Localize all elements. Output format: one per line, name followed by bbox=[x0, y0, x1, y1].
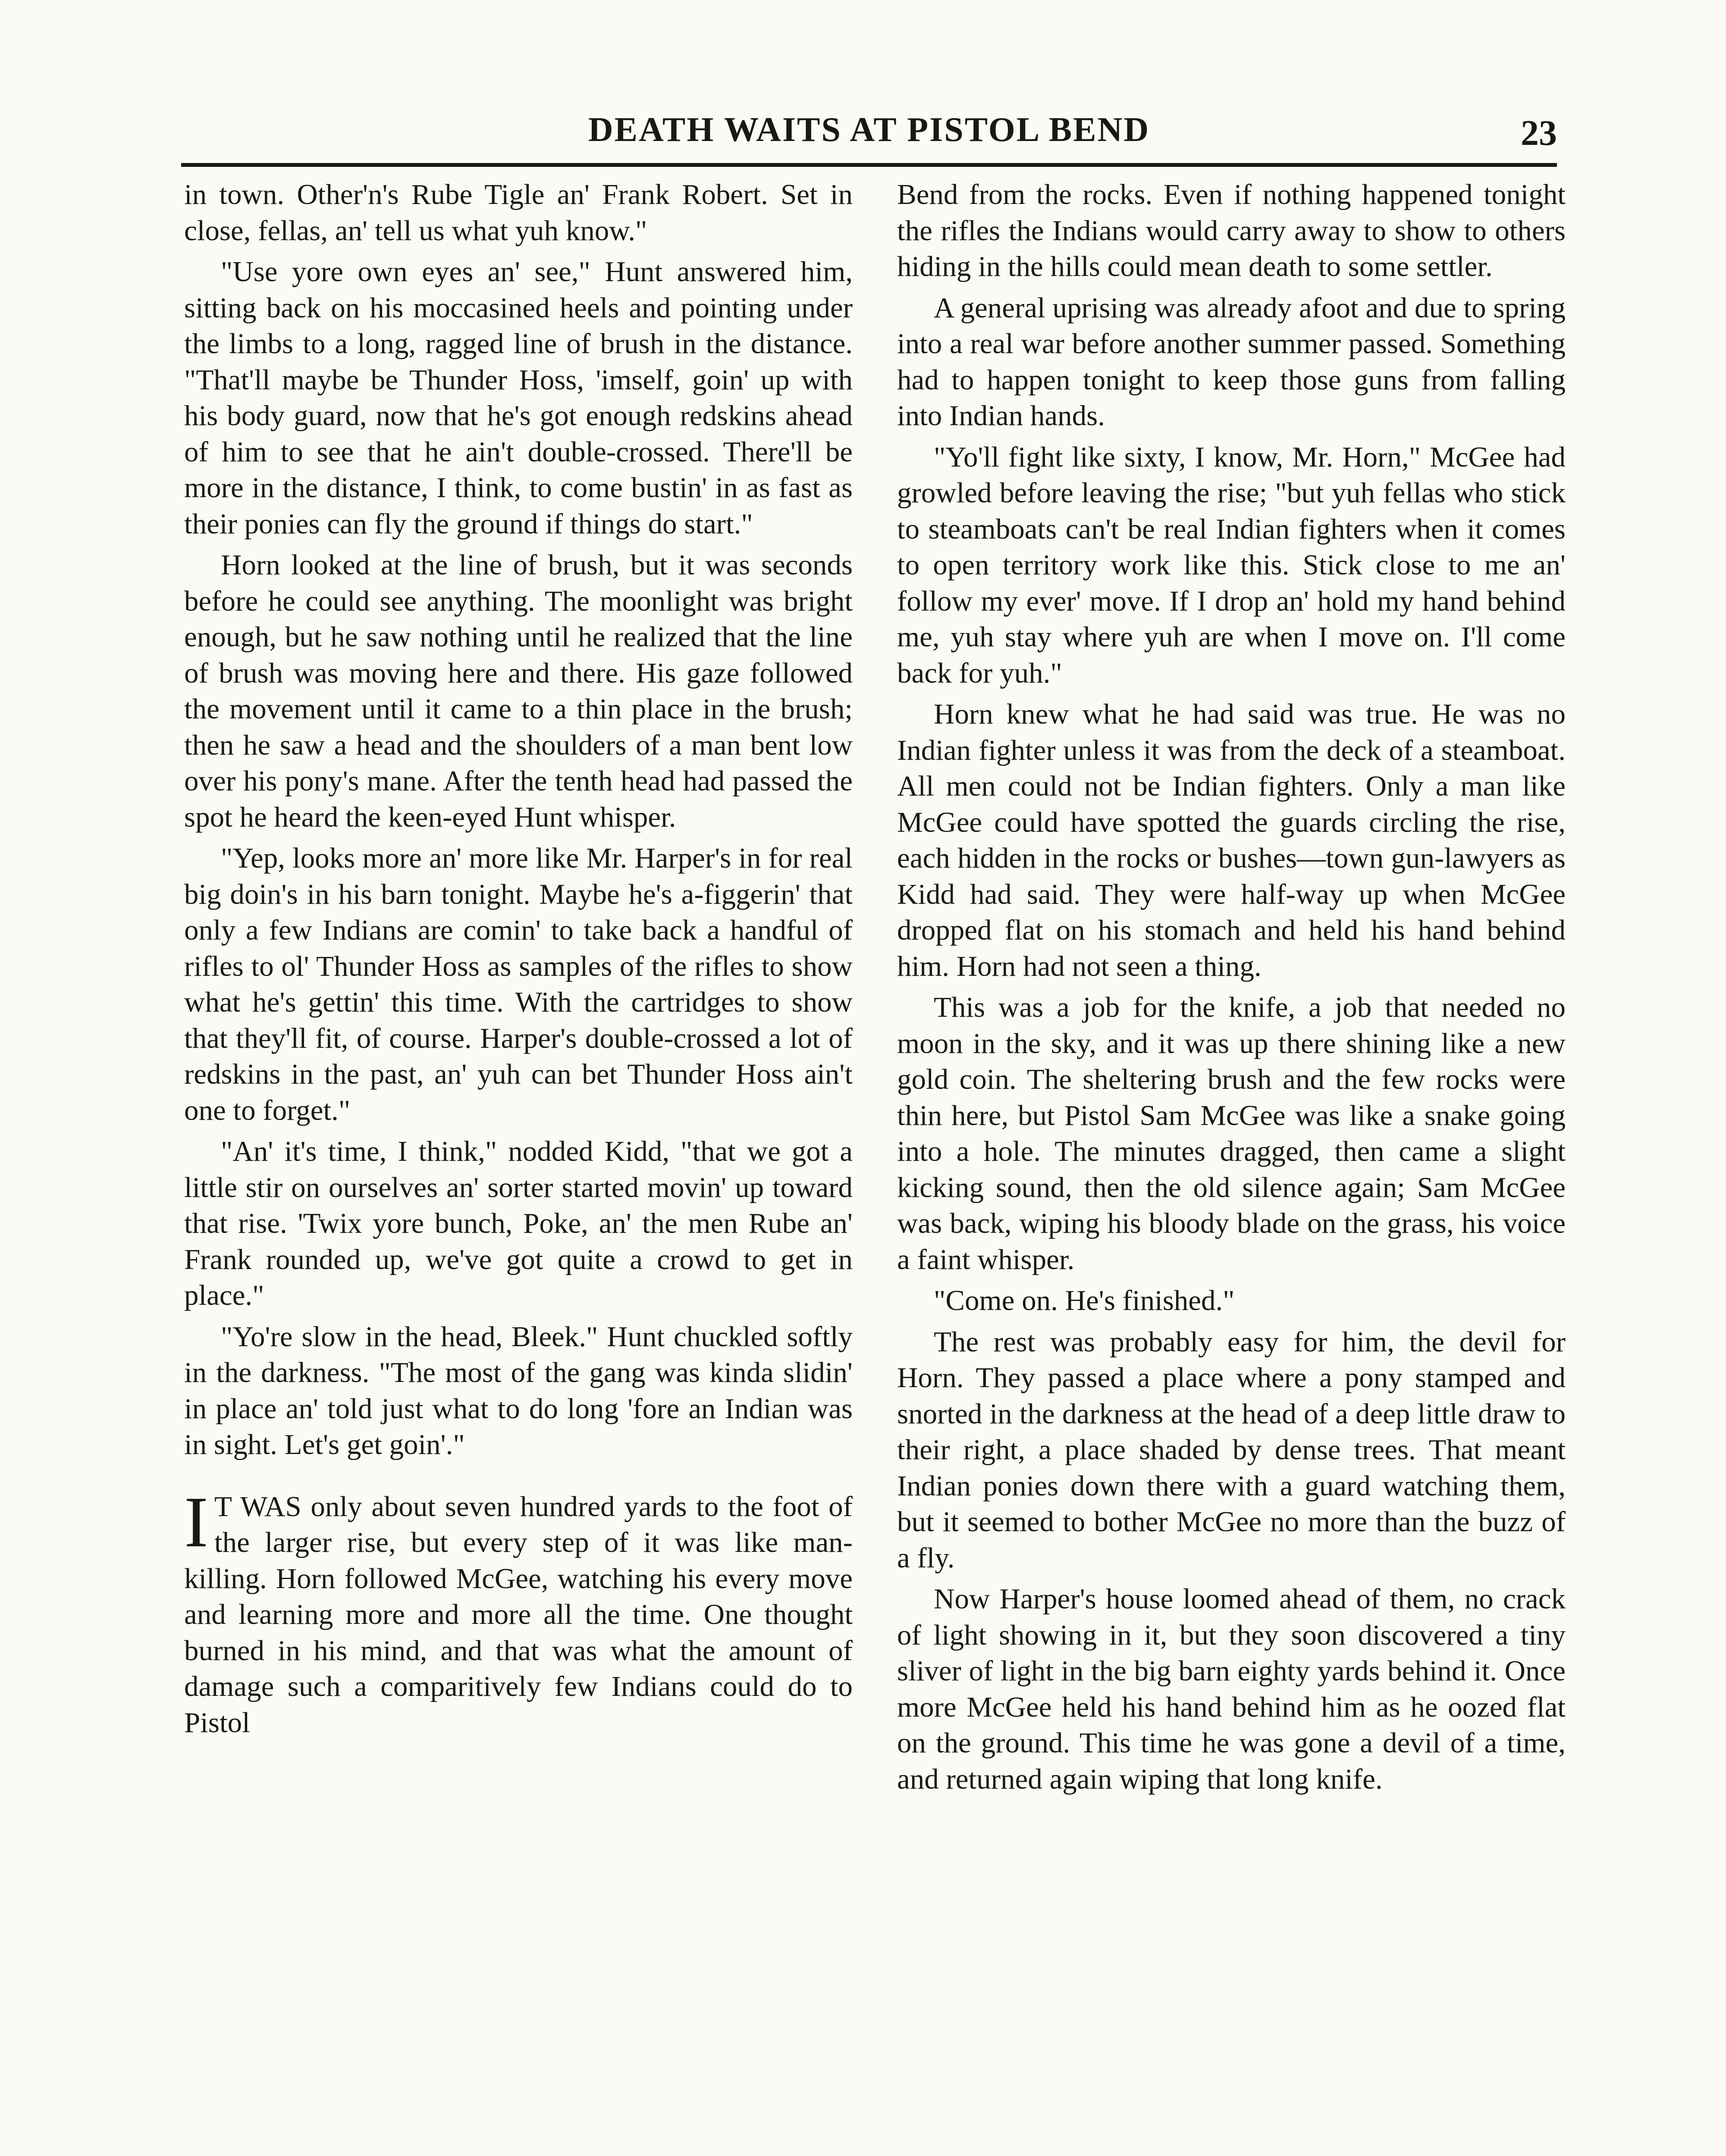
paragraph: The rest was probably easy for him, the devil for Horn. They passed a place where a pony stamped and snorted in the darkness at the head of a deep little draw to their right, a place shaded by dense trees. That meant Indian ponies down there with a guard watching them, but it seemed to bother McGee no more than the buzz of a fly. bbox=[897, 1326, 1566, 1574]
paragraph: Horn knew what he had said was true. He was no Indian fighter unless it was from the deck of a steamboat. All men could not be Indian fighters. Only a man like McGee could have spotted the guards circling the rise, each hidden in the rocks or bushes—town gun-lawyers as Kidd had said. They were half-way up when McGee dropped flat on his stomach and held his hand behind him. Horn had not seen a thing. bbox=[897, 698, 1566, 982]
paragraph: "Yep, looks more an' more like Mr. Harper's in for real big doin's in his barn tonight. Maybe he's a-figgerin' that only a few Indians are comin' to take back a handful of rifles to ol' Thunder Hoss as samples of the rifles to show what he's gettin' this time. With the cartridges to show that they'll fit, of course. Harper's double-crossed a lot of redskins in the past, an' yuh can bet Thunder Hoss ain't one to forget." bbox=[184, 842, 853, 1126]
paragraph: Bend from the rocks. Even if nothing happened tonight the rifles the Indians would carry away to show to others hiding in the hills could mean death to some settler. bbox=[897, 179, 1566, 282]
paragraph: Now Harper's house loomed ahead of them, no crack of light showing in it, but they soon discovered a tiny sliver of light in the big barn eighty yards behind it. Once more McGee held his hand behind him as he oozed flat on the ground. This time he was gone a devil of a time, and returned again wiping that long knife. bbox=[897, 1583, 1566, 1795]
paragraph: in town. Other'n's Rube Tigle an' Frank Robert. Set in close, fellas, an' tell us what yuh know." bbox=[184, 179, 853, 247]
running-title: DEATH WAITS AT PISTOL BEND bbox=[588, 111, 1150, 149]
paragraph: "Come on. He's finished." bbox=[934, 1285, 1235, 1316]
left-column bbox=[184, 177, 853, 1746]
section-text: only about seven hundred yards to the foot of the larger rise, but every step of it was like man-killing. Horn followed McGee, watching his every move and learning more and more all the time. One thought burned in his mind, and that was what the amount of damage such a comparitively few Indians could do to Pistol bbox=[184, 1490, 853, 1739]
running-head bbox=[181, 103, 1557, 167]
paragraph: This was a job for the knife, a job that needed no moon in the sky, and it was up there shining like a new gold coin. The sheltering brush and the few rocks were thin here, but Pistol Sam McGee was like a snake going into a hole. The minutes dragged, then came a slight kicking sound, then the old silence again; Sam McGee was back, wiping his bloody blade on the grass, his voice a faint whisper. bbox=[897, 991, 1566, 1275]
paragraph: "Use yore own eyes an' see," Hunt answered him, sitting back on his moccasined heels and pointing under the limbs to a long, ragged line of brush in the distance. "That'll maybe be Thunder Hoss, 'imself, goin' up with his body guard, now that he's got enough redskins ahead of him to see that he ain't double-crossed. There'll be more in the distance, I think, to come bustin' in as fast as their ponies can fly the ground if things do start." bbox=[184, 256, 853, 540]
paragraph: "Yo're slow in the head, Bleek." Hunt chuckled softly in the darkness. "The most of the gang was kinda slidin' in place an' told just what to do long 'fore an Indian was in sight. Let's get goin'." bbox=[184, 1320, 853, 1460]
lead-in: T WAS bbox=[214, 1490, 301, 1523]
paragraph: A general uprising was already afoot and due to spring into a real war before another summer passed. Something had to happen tonight to keep those guns from falling into Indian hands. bbox=[897, 291, 1566, 432]
paragraph: "Yo'll fight like sixty, I know, Mr. Horn," McGee had growled before leaving the rise; "but yuh fellas who stick to steamboats can't be real Indian fighters when it comes to open territory work like this. Stick close to me an' follow my ever' move. If I drop an' hold my hand behind me, yuh stay where yuh are when I move on. I'll come back for yuh." bbox=[897, 441, 1566, 689]
page-number: 23 bbox=[1521, 113, 1557, 153]
paragraph: "An' it's time, I think," nodded Kidd, "that we got a little stir on ourselves an' sorter started movin' up toward that rise. 'Twix yore bunch, Poke, an' the men Rube an' Frank rounded up, we've got quite a crowd to get in place." bbox=[184, 1135, 853, 1311]
section-start-paragraph bbox=[184, 1482, 853, 1741]
paragraph: Horn looked at the line of brush, but it was seconds before he could see anything. The moonlight was bright enough, but he saw nothing until he realized that the line of brush was moving here and there. His gaze followed the movement until it came to a thin place in the brush; then he saw a head and the shoulders of a man bent low over his pony's mane. After the tenth head had passed the spot he heard the keen-eyed Hunt whisper. bbox=[184, 549, 853, 833]
drop-cap: I bbox=[184, 1482, 208, 1562]
right-column bbox=[897, 177, 1566, 1802]
